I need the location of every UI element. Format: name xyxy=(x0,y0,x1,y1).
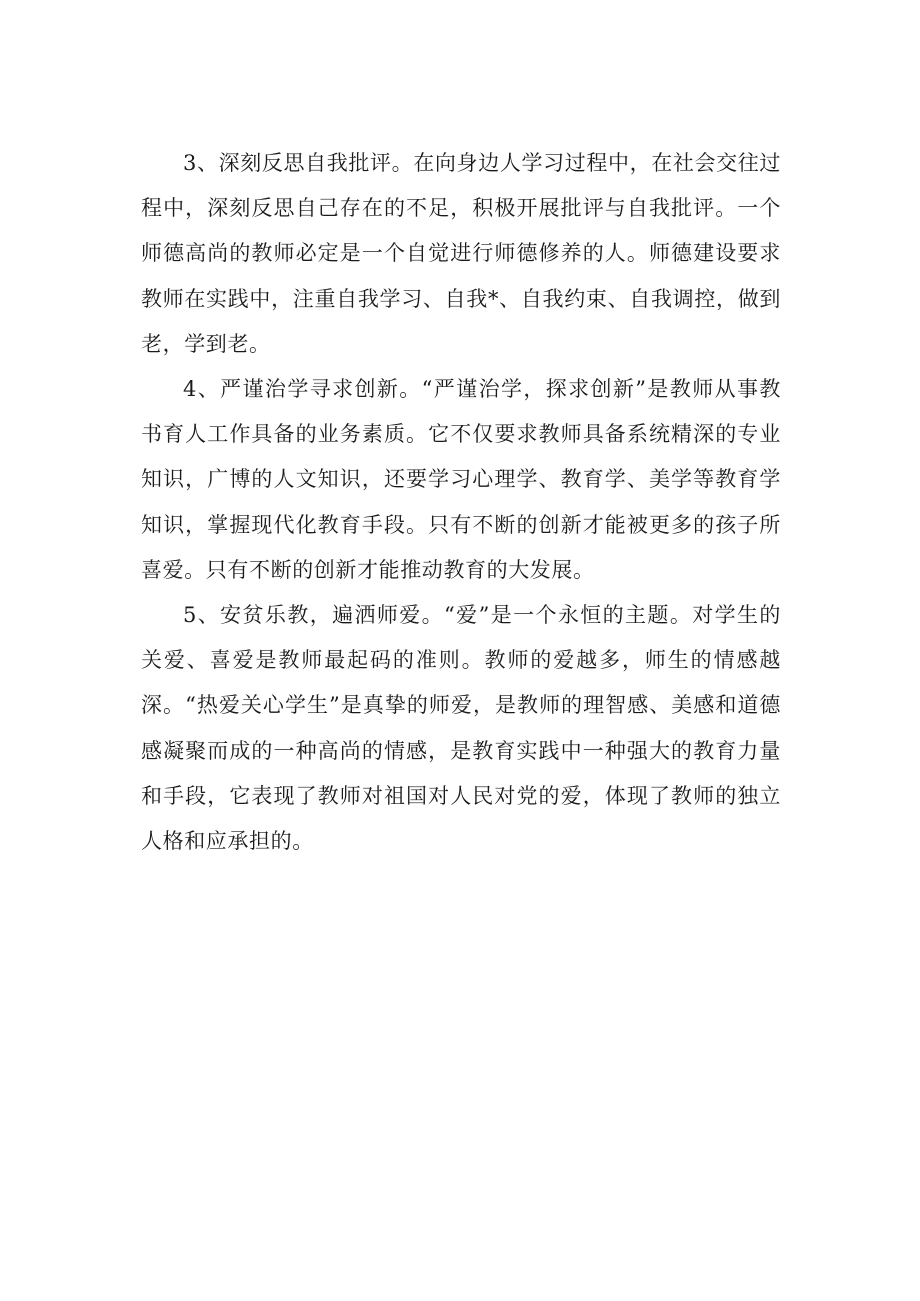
document-body xyxy=(141,141,781,864)
paragraph-teacher-love: 5、安贫乐教，遍洒师爱。“爱”是一个永恒的主题。对学生的关爱、喜爱是教师最起码的准则。教师的爱越多，师生的情感越深。“热爱关心学生”是真挚的师爱，是教师的理智感、美感和道德感凝聚而成的一种高尚的情感，是教育实践中一种强大的教育力量和手段，它表现了教师对祖国对人民对党的爱，体现了教师的独立人格和应承担的。 xyxy=(141,603,781,854)
paragraph-rigorous-scholarship: 4、严谨治学寻求创新。“严谨治学，探求创新”是教师从事教书育人工作具备的业务素质。它不仅要求教师具备系统精深的专业知识，广博的人文知识，还要学习心理学、教育学、美学等教育学知识，掌握现代化教育手段。只有不断的创新才能被更多的孩子所喜爱。只有不断的创新才能推动教育的大发展。 xyxy=(141,377,781,582)
paragraph-self-criticism: 3、深刻反思自我批评。在向身边人学习过程中，在社会交往过程中，深刻反思自己存在的不足，积极开展批评与自我批评。一个师德高尚的教师必定是一个自觉进行师德修养的人。师德建设要求教师在实践中，注重自我学习、自我*、自我约束、自我调控，做到老，学到老。 xyxy=(141,151,781,356)
